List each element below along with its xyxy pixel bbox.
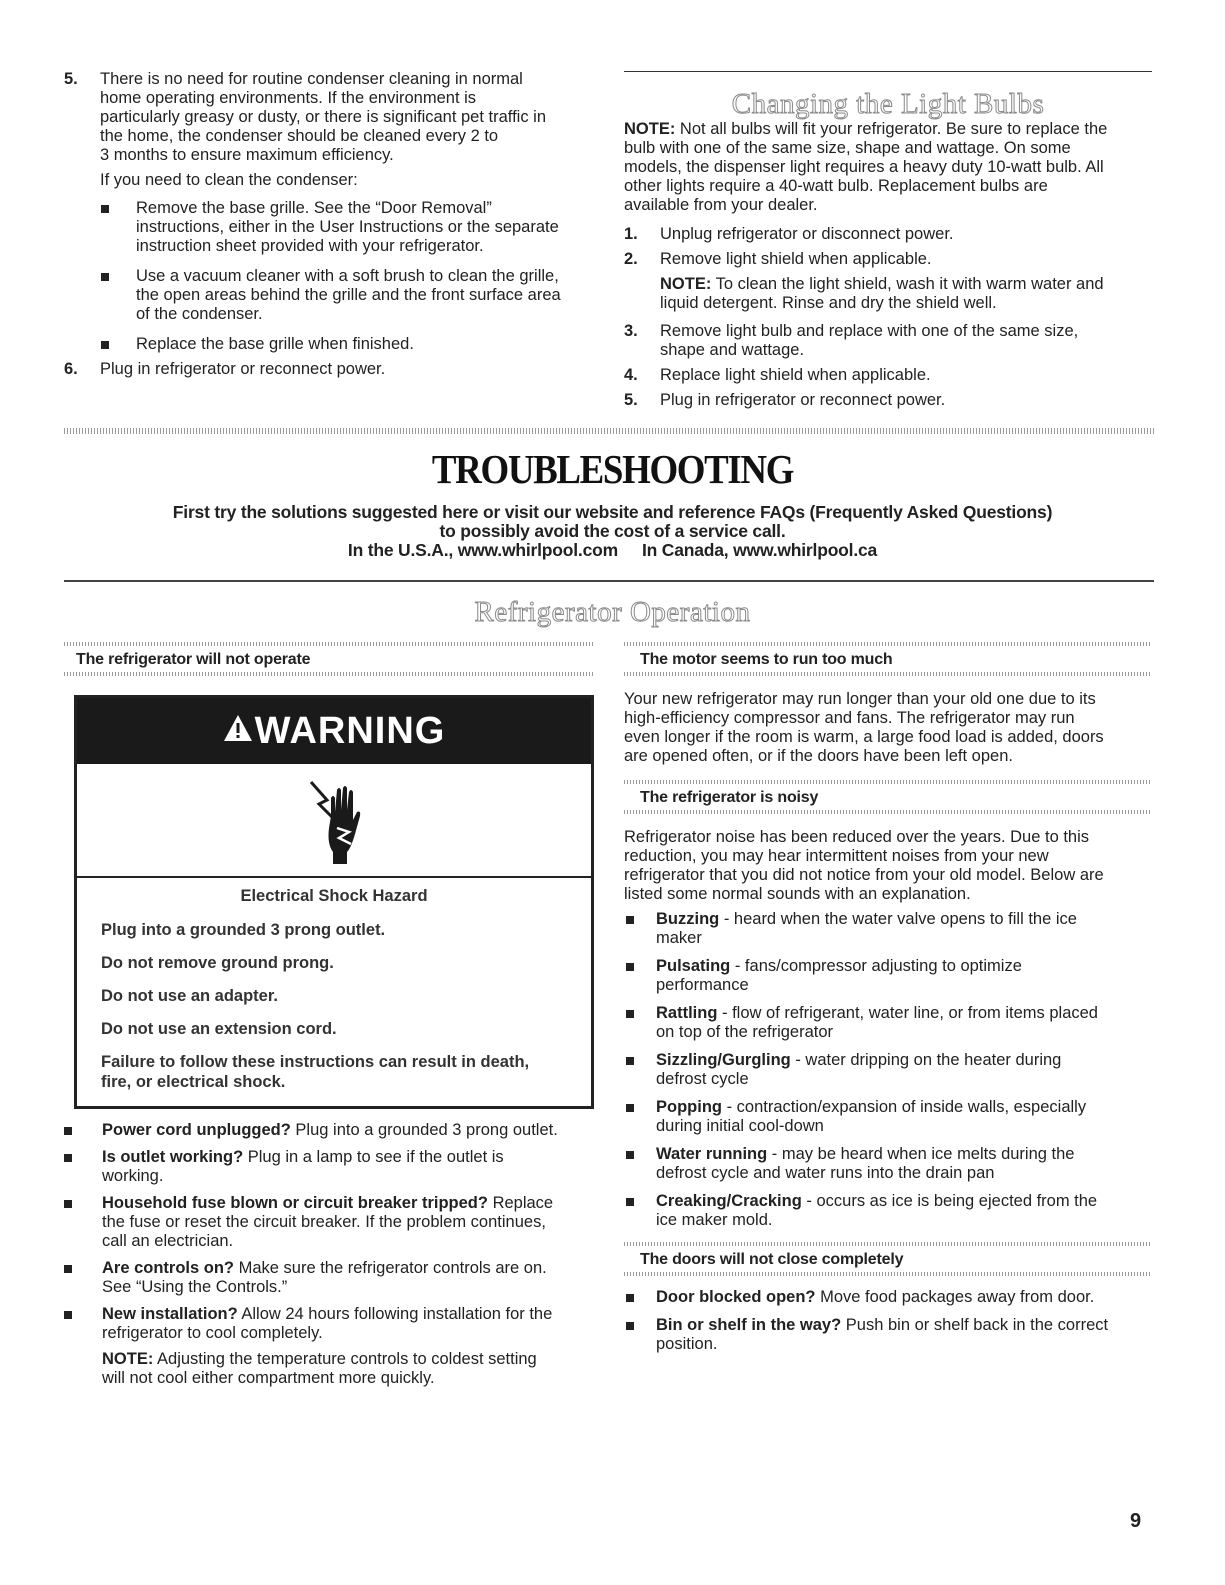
solution-item [64,1148,594,1186]
bullet-line: instructions, either in the User Instructions or the separate [136,218,559,236]
note-text: will not cool either compartment more quickly. [102,1369,435,1387]
warning-line: fire, or electrical shock. [101,1073,286,1091]
noise-text: maker [656,929,702,947]
step-number: 4. [624,366,638,384]
item-5-line: particularly greasy or dusty, or there is significant pet traffic in [100,108,546,126]
hatch-divider [624,1242,1152,1246]
bulb-step [624,391,1152,410]
solution-text: Replace [487,1194,554,1212]
not-operate-section [64,642,594,1388]
noise-text: - flow of refrigerant, water line, or from items placed [717,1004,1098,1022]
noisy-text [624,828,1152,904]
motor-heading: The motor seems to run too much [640,651,893,668]
bullet-square-icon [626,1010,634,1018]
noisy-heading: The refrigerator is noisy [640,789,819,806]
solution-item [64,1121,594,1140]
step-text: Remove light shield when applicable. [660,250,932,268]
noise-item [624,910,1152,948]
item-5 [64,70,604,190]
solution-question: Are controls on? [102,1259,235,1277]
motor-line: high-efficiency compressor and fans. The refrigerator may run [624,709,1075,727]
condenser-cleaning-section [64,70,604,379]
noise-type: Pulsating [656,957,731,975]
noise-list [624,910,1152,1230]
step-text: Remove light bulb and replace with one of the same size, [660,322,1079,340]
noisy-line: reduction, you may hear intermittent noises from your new [624,847,1049,865]
note-label: NOTE: [624,120,676,138]
noisy-line: Refrigerator noise has been reduced over the years. Due to this [624,828,1090,846]
not-operate-heading: The refrigerator will not operate [76,651,311,668]
noise-type: Buzzing [656,910,720,928]
solution-text: See “Using the Controls.” [102,1278,288,1296]
bullet-square-icon [101,273,109,281]
noisy-line: listed some normal sounds with an explanation. [624,885,971,903]
motor-text [624,690,1152,766]
hatch-divider [624,672,1152,676]
noise-text: during initial cool-down [656,1117,824,1135]
hatch-divider [64,428,1154,434]
step-number: 2. [624,250,638,268]
item-6-number: 6. [64,360,78,378]
noisy-line: refrigerator that you did not notice from your old model. Below are [624,866,1104,884]
door-text: Move food packages away from door. [815,1288,1095,1306]
condenser-bullet [64,335,604,354]
bullet-square-icon [626,1322,634,1330]
noise-item [624,1145,1152,1183]
note-text: models, the dispenser light requires a heavy duty 10-watt bulb. All [624,158,1104,176]
warning-line: Do not remove ground prong. [101,954,334,972]
condenser-bullet [64,267,604,324]
bullet-line: instruction sheet provided with your refrigerator. [136,237,484,255]
noise-text: performance [656,976,749,994]
warning-line: Do not use an adapter. [101,987,278,1005]
doors-heading: The doors will not close completely [640,1251,904,1268]
page-number: 9 [1130,1510,1142,1532]
noise-text: - heard when the water valve opens to fill the ice [719,910,1077,928]
doors-list [624,1288,1152,1354]
light-bulbs-title: Changing the Light Bulbs [731,88,1045,120]
bullet-square-icon [64,1127,72,1135]
bullet-square-icon [626,1151,634,1159]
hazard-title: Electrical Shock Hazard [240,887,428,905]
warning-line: Do not use an extension cord. [101,1020,337,1038]
hatch-divider [64,672,594,676]
noise-item [624,1051,1152,1089]
warning-label: WARNING [254,710,446,752]
intro-line: First try the solutions suggested here or visit our website and reference FAQs (Frequently Asked Questions) [172,502,1053,522]
step-text: Unplug refrigerator or disconnect power. [660,225,954,243]
troubleshooting-intro [0,503,1225,560]
bullet-square-icon [626,963,634,971]
bullet-square-icon [626,916,634,924]
noise-type: Water running [656,1145,768,1163]
hatch-divider [624,780,1152,784]
noise-type: Sizzling/Gurgling [656,1051,791,1069]
refrigerator-operation-title: Refrigerator Operation [474,596,751,628]
motor-line: Your new refrigerator may run longer than your old one due to its [624,690,1096,708]
door-text: position. [656,1335,718,1353]
step-text: shape and wattage. [660,341,805,359]
solution-text: call an electrician. [102,1232,234,1250]
noise-item [624,1192,1152,1230]
solution-text: Allow 24 hours following installation for the [237,1305,553,1323]
noise-item [624,1098,1152,1136]
bullet-square-icon [626,1104,634,1112]
noise-type: Rattling [656,1004,718,1022]
shock-hazard-area [77,764,591,878]
light-bulbs-section [624,71,1152,410]
bullet-square-icon [101,341,109,349]
solution-text: Make sure the refrigerator controls are on. [234,1259,547,1277]
note-label: NOTE: [660,275,712,293]
bullet-square-icon [64,1154,72,1162]
troubleshooting-title: TROUBLESHOOTING [431,446,794,492]
bullet-line: the open areas behind the grille and the front surface area [136,286,561,304]
noise-text: - contraction/expansion of inside walls, especially [721,1098,1087,1116]
condenser-bullet [64,199,604,256]
warning-line: Failure to follow these instructions can result in death, [101,1053,530,1071]
hatch-divider [624,810,1152,814]
solution-text: Plug into a grounded 3 prong outlet. [290,1121,558,1139]
hatch-divider [64,642,594,646]
solution-text: refrigerator to cool completely. [102,1324,323,1342]
solution-text: Plug in a lamp to see if the outlet is [243,1148,504,1166]
condenser-intro: If you need to clean the condenser: [100,171,358,189]
step-number: 3. [624,322,638,340]
bullet-line: Use a vacuum cleaner with a soft brush to clean the grille, [136,267,559,285]
door-item [624,1288,1152,1307]
bullet-line: of the condenser. [136,305,263,323]
bullet-square-icon [64,1200,72,1208]
bullet-line: Remove the base grille. See the “Door Removal” [136,199,492,217]
noise-text: - may be heard when ice melts during the [767,1145,1075,1163]
note-text: other lights require a 40-watt bulb. Replacement bulbs are [624,177,1048,195]
door-text: Push bin or shelf back in the correct [841,1316,1109,1334]
bullet-square-icon [626,1057,634,1065]
solution-question: Is outlet working? [102,1148,244,1166]
item-6 [64,360,604,379]
bulbs-note [624,120,1152,215]
step-number: 1. [624,225,638,243]
warning-text [77,878,591,1106]
noise-type: Popping [656,1098,722,1116]
section-rule [624,71,1152,72]
solution-text: working. [102,1167,164,1185]
warning-band [77,698,591,764]
motor-line: even longer if the room is warm, a large food load is added, doors [624,728,1104,746]
bulb-step [624,225,1152,244]
item-5-line: home operating environments. If the environment is [100,89,477,107]
door-item [624,1316,1152,1354]
bulb-step [624,322,1152,360]
door-question: Door blocked open? [656,1288,816,1306]
step-text: Plug in refrigerator or reconnect power. [660,391,946,409]
bullet-square-icon [626,1198,634,1206]
solution-question: Power cord unplugged? [102,1121,291,1139]
note-text: liquid detergent. Rinse and dry the shield well. [660,294,997,312]
warning-triangle-icon [223,697,253,763]
hatch-divider [624,642,1152,646]
noise-text: - water dripping on the heater during [790,1051,1062,1069]
warning-box [74,695,594,1109]
bullet-square-icon [626,1294,634,1302]
warning-line: Plug into a grounded 3 prong outlet. [101,921,386,939]
noise-text: - occurs as ice is being ejected from the [801,1192,1098,1210]
noise-text: defrost cycle [656,1070,749,1088]
note-text: Not all bulbs will fit your refrigerator. Be sure to replace the [675,120,1108,138]
solution-item [64,1194,594,1251]
solution-question: New installation? [102,1305,238,1323]
solution-item [64,1305,594,1388]
item-5-line: There is no need for routine condenser cleaning in normal [100,70,523,88]
not-operate-bullets [64,1121,594,1388]
noise-item [624,1004,1152,1042]
item-5-line: 3 months to ensure maximum efficiency. [100,146,394,164]
note-text: Adjusting the temperature controls to coldest setting [153,1350,537,1368]
intro-line: to possibly avoid the cost of a service call. [439,521,786,541]
step-number: 5. [624,391,638,409]
usa-website-link[interactable]: In the U.S.A., www.whirlpool.com [347,540,618,560]
solution-question: Household fuse blown or circuit breaker tripped? [102,1194,488,1212]
right-troubleshooting-column [624,642,1152,1354]
bullet-line: Replace the base grille when finished. [136,335,414,353]
noise-text: on top of the refrigerator [656,1023,834,1041]
note-text: To clean the light shield, wash it with warm water and [711,275,1104,293]
item-5-line: the home, the condenser should be cleaned every 2 to [100,127,499,145]
bulb-step [624,366,1152,385]
bullet-square-icon [64,1265,72,1273]
noise-text: ice maker mold. [656,1211,773,1229]
canada-website-link[interactable]: In Canada, www.whirlpool.ca [641,540,878,560]
door-question: Bin or shelf in the way? [656,1316,842,1334]
solution-text: the fuse or reset the circuit breaker. If the problem continues, [102,1213,546,1231]
bullet-square-icon [64,1311,72,1319]
bullet-square-icon [101,205,109,213]
item-5-number: 5. [64,70,78,88]
noise-text: defrost cycle and water runs into the drain pan [656,1164,995,1182]
noise-item [624,957,1152,995]
solution-item [64,1259,594,1297]
bulb-step [624,250,1152,313]
note-label: NOTE: [102,1350,154,1368]
note-text: bulb with one of the same size, shape and wattage. On some [624,139,1071,157]
motor-line: are opened often, or if the doors have been left open. [624,747,1013,765]
hatch-divider [624,1272,1152,1276]
item-6-text: Plug in refrigerator or reconnect power. [100,360,386,378]
noise-type: Creaking/Cracking [656,1192,802,1210]
step-text: Replace light shield when applicable. [660,366,931,384]
noise-text: - fans/compressor adjusting to optimize [730,957,1022,975]
note-text: available from your dealer. [624,196,818,214]
section-rule [64,580,1154,582]
electrical-shock-hand-icon [307,776,367,871]
